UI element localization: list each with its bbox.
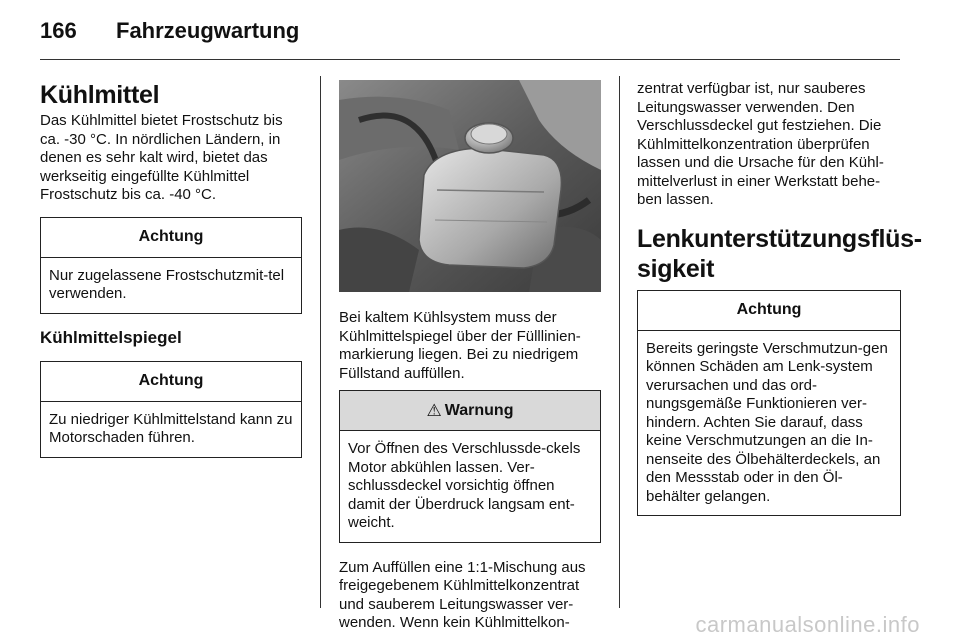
watermark: carmanualsonline.info (695, 612, 920, 637)
engine-coolant-reservoir-photo (339, 80, 601, 292)
notice-box-steering (637, 290, 901, 517)
section-heading-kuehlmittel: Kühlmittel (40, 81, 160, 109)
notice-title: Achtung (638, 291, 900, 331)
fill-level-paragraph: Bei kaltem Kühlsystem muss der Kühlmittelspiegel über der Fülllinien-markierung liegen. Bei zu niedrigem Füllstand auffüllen. (339, 309, 581, 382)
notice-box-antifreeze (40, 217, 302, 314)
column-divider-2 (619, 76, 620, 608)
warning-text: Vor Öffnen des Verschlussde-ckels Motor abkühlen lassen. Ver-schlussdeckel vorsichtig öffnen damit der Überdruck langsam ent-weicht. (348, 440, 581, 531)
page-number: 166 (40, 18, 77, 43)
column-3 (637, 80, 922, 516)
refill-paragraph: Zum Auffüllen eine 1:1-Mischung aus freigegebenem Kühlmittelkonzentrat und sauberem Leitungswasser ver-wenden. Wenn kein Kühlmittelkon- (339, 558, 586, 631)
warning-box-cap (339, 390, 601, 543)
notice-title: Achtung (41, 362, 301, 402)
section-heading-lenkung (637, 224, 922, 284)
notice-text: Nur zugelassene Frostschutzmit-tel verwenden. (49, 266, 285, 302)
page-header (40, 14, 900, 60)
warning-title: Warnung (444, 401, 514, 419)
warning-triangle-icon: ⚠ (426, 401, 442, 420)
notice-text: Bereits geringste Verschmutzun-gen können Schäden am Lenk-system verursachen und das ord-nungsgemäße Funktionieren ver-hindern. Achten Sie darauf, dass keine Verschmutzungen an die In-nenseite des Ölbehälterdeckels, an den Messstab oder in den Öl-behälter gelangen. (646, 339, 888, 505)
warning-header (340, 391, 600, 431)
column-2 (339, 80, 601, 633)
column-1 (40, 80, 302, 458)
section-heading-line-1: Lenkunterstützungsflüs- (637, 224, 922, 253)
column-divider-1 (320, 76, 321, 608)
notice-text: Zu niedriger Kühlmittelstand kann zu Motorschaden führen. (49, 410, 293, 446)
subheading-kuehlmittelspiegel: Kühlmittelspiegel (40, 327, 182, 347)
notice-title: Achtung (41, 218, 301, 258)
chapter-title: Fahrzeugwartung (116, 18, 300, 43)
refill-paragraph-continued: zentrat verfügbar ist, nur sauberes Leitungswasser verwenden. Den Verschlussdeckel gut festziehen. Die Kühlmittelkonzentration überprüfen lassen und die Ursache für den Kühl-mittelverlust in einer Werkstatt behe-ben lassen. (637, 80, 884, 208)
intro-paragraph: Das Kühlmittel bietet Frostschutz bis ca. -30 °C. In nördlichen Ländern, in denen es sehr kalt wird, bietet das werkseitig eingefüllte Kühlmittel Frostschutz bis ca. -40 °C. (40, 112, 283, 203)
section-heading-line-2: sigkeit (637, 254, 715, 283)
notice-box-low-coolant (40, 361, 302, 458)
